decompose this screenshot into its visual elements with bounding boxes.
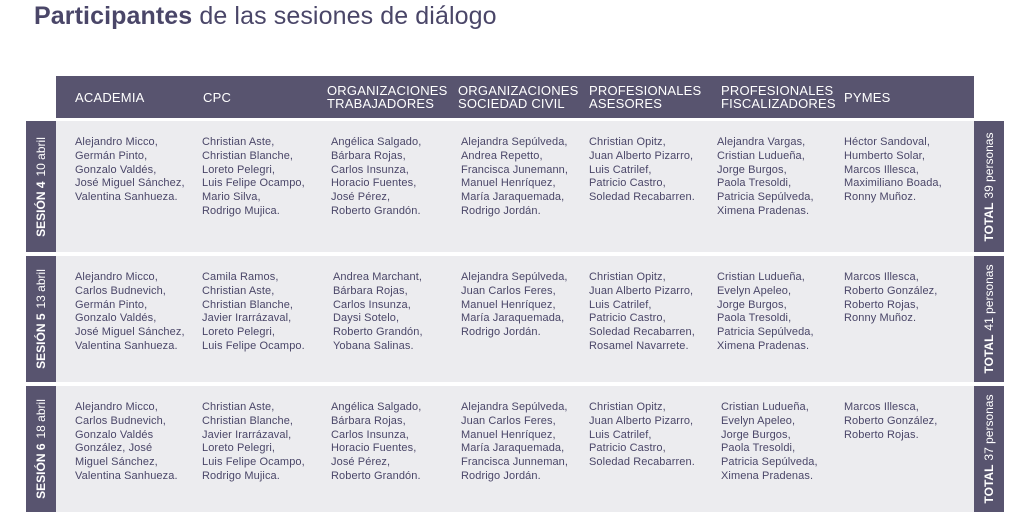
participant-name: Christian Blanche, [202, 149, 294, 162]
participant-name: Yobana Salinas. [333, 339, 414, 352]
participant-name: Ximena Pradenas. [721, 469, 814, 482]
participant-name: Juan Alberto Pizarro, [589, 149, 694, 162]
participant-name: Christian Blanche, [202, 414, 294, 427]
session-label [26, 121, 56, 252]
column-header-line: ORGANIZACIONES [327, 83, 448, 98]
participant-name: Manuel Henríquez, [461, 428, 556, 441]
participant-name: María Jaraquemada, [461, 312, 565, 325]
total-title: TOTAL [982, 334, 996, 374]
column-header [75, 76, 145, 118]
participant-name: Carlos Insunza, [333, 298, 411, 311]
participant-cell [202, 271, 305, 354]
column-header [203, 76, 231, 118]
total-label [974, 256, 1004, 382]
session-name: SESIÓN 4 [34, 181, 48, 237]
participant-cell [589, 401, 695, 470]
column-header [327, 76, 448, 118]
participant-cell [75, 401, 178, 484]
participant-name: Cristian Ludueña, [717, 271, 805, 283]
participant-name: Camila Ramos, [202, 271, 279, 283]
participant-name: Luis Catrilef, [589, 298, 652, 311]
participant-name: Loreto Pelegri, [202, 163, 276, 176]
participant-name: Carlos Insunza, [331, 163, 409, 176]
column-header-line: PROFESIONALES [589, 83, 702, 98]
participant-name: Francisca Junneman, [461, 456, 569, 469]
participant-name: Mario Silva, [202, 191, 261, 204]
participant-name: Valentina Sanhueza. [75, 469, 178, 482]
total-label [974, 386, 1004, 512]
session-label [26, 256, 56, 382]
participant-name: Luis Felipe Ocampo, [202, 177, 305, 190]
participant-name: Loreto Pelegri, [202, 326, 276, 339]
participant-name: Christian Opitz, [589, 401, 666, 413]
participant-name: Roberto Grandón. [331, 469, 421, 482]
participant-cell [75, 136, 185, 205]
column-header-line: CPC [203, 89, 232, 105]
participant-name: Patricia Sepúlveda, [721, 456, 818, 469]
participant-name: Ronny Muñoz. [844, 191, 917, 204]
session-name: SESIÓN 6 [34, 443, 48, 499]
total-count: 39 personas [982, 132, 996, 199]
participant-name: Paola Tresoldi, [717, 312, 792, 325]
participant-name: Christian Aste, [202, 284, 275, 297]
participant-name: Soledad Recabarren. [589, 456, 695, 469]
participant-name: Roberto González, [844, 284, 938, 297]
participant-name: Juan Alberto Pizarro, [589, 284, 694, 297]
participant-name: Evelyn Apeleo, [717, 284, 792, 297]
title-rest: de las sesiones de diálogo [192, 2, 497, 30]
title-bold: Participantes [34, 2, 193, 30]
participant-cell [721, 401, 818, 484]
column-header-line: PYMES [844, 89, 891, 105]
total-title: TOTAL [982, 202, 996, 241]
participant-name: Maximiliano Boada, [844, 177, 942, 190]
participant-name: Patricia Sepúlveda, [717, 191, 814, 204]
participant-name: Patricio Castro, [589, 177, 666, 190]
participant-name: Ronny Muñoz. [844, 312, 917, 325]
column-header-line: ACADEMIA [75, 89, 145, 105]
participant-name: Alejandra Vargas, [717, 136, 806, 148]
participant-name: Marcos Illesca, [844, 163, 919, 176]
participant-name: Alejandra Sepúlveda, [461, 401, 568, 413]
participant-name: Manuel Henríquez, [461, 177, 556, 190]
column-header-line: PROFESIONALES [721, 83, 834, 98]
participant-name: Paola Tresoldi, [717, 177, 792, 190]
participant-name: Alejandra Sepúlveda, [461, 136, 568, 148]
participant-name: Marcos Illesca, [844, 401, 919, 413]
session-row [26, 121, 1004, 252]
participant-name: María Jaraquemada, [461, 442, 565, 455]
participant-name: Javier Irarrázaval, [202, 312, 292, 325]
participant-name: Cristian Ludueña, [721, 401, 809, 413]
participant-name: Héctor Sandoval, [844, 136, 930, 148]
participant-cell [461, 271, 568, 340]
participant-name: Rodrigo Mujica. [202, 204, 280, 217]
participant-cell [75, 271, 185, 354]
session-date: 18 abril [34, 399, 48, 439]
participant-cell [589, 271, 695, 354]
participant-name: Jorge Burgos, [717, 298, 787, 311]
column-header [589, 76, 701, 118]
participant-name: Loreto Pelegri, [202, 442, 276, 455]
participant-name: Andrea Repetto, [461, 149, 543, 162]
participant-name: Rosamel Navarrete. [589, 339, 689, 352]
participant-name: Patricio Castro, [589, 312, 666, 325]
participant-name: Roberto Grandón, [333, 326, 423, 339]
participant-name: Miguel Sánchez, [75, 456, 158, 469]
participant-cell [844, 271, 937, 326]
participant-name: Valentina Sanhueza. [75, 191, 178, 204]
participant-name: Christian Opitz, [589, 271, 666, 283]
total-title: TOTAL [982, 464, 996, 504]
participant-name: Christian Opitz, [589, 136, 666, 148]
participant-cell [331, 401, 421, 484]
participant-name: Bárbara Rojas, [333, 284, 408, 297]
participant-name: Juan Carlos Feres, [461, 414, 556, 427]
total-count: 41 personas [982, 264, 996, 331]
participant-name: Andrea Marchant, [333, 271, 423, 283]
table-header [56, 76, 974, 118]
participant-name: Gonzalo Valdés, [75, 163, 157, 176]
participant-name: Germán Pinto, [75, 298, 148, 311]
participant-name: Rodrigo Jordán. [461, 204, 541, 217]
participant-cell [461, 136, 568, 219]
participant-cell [461, 401, 568, 484]
session-row [26, 256, 1004, 382]
participant-name: Jorge Burgos, [717, 163, 787, 176]
participant-name: Gonzalo Valdés [75, 428, 154, 441]
participant-cell [333, 271, 423, 354]
participant-name: Horacio Fuentes, [331, 442, 417, 455]
column-header-line: TRABAJADORES [327, 96, 435, 111]
participant-name: Jorge Burgos, [721, 428, 791, 441]
participant-cell [717, 136, 814, 219]
participant-name: José Pérez, [331, 456, 391, 469]
participant-name: Alejandro Micco, [75, 136, 158, 148]
participant-cell [717, 271, 814, 354]
participant-name: Bárbara Rojas, [331, 149, 406, 162]
participant-name: Ximena Pradenas. [717, 204, 810, 217]
participant-name: José Miguel Sánchez, [75, 177, 185, 190]
session-row [26, 386, 1004, 512]
participant-name: Paola Tresoldi, [721, 442, 796, 455]
participant-name: Angélica Salgado, [331, 136, 422, 148]
participant-name: Horacio Fuentes, [331, 177, 417, 190]
participant-name: Christian Aste, [202, 136, 275, 148]
participant-name: Roberto Rojas, [844, 298, 919, 311]
participant-name: Soledad Recabarren. [589, 191, 695, 204]
column-header-line: SOCIEDAD CIVIL [458, 96, 565, 111]
participant-name: Gonzalo Valdés, [75, 312, 157, 325]
participant-cell [844, 136, 942, 205]
participant-name: González, José [75, 442, 153, 455]
participant-cell [589, 136, 695, 205]
participant-name: Alejandro Micco, [75, 271, 158, 283]
participant-name: Javier Irarrázaval, [202, 428, 292, 441]
participant-cell [202, 136, 305, 219]
participant-name: Germán Pinto, [75, 149, 148, 162]
participant-name: Ximena Pradenas. [717, 339, 810, 352]
participant-name: Juan Alberto Pizarro, [589, 414, 694, 427]
column-header-line: ASESORES [589, 96, 663, 111]
participant-cell [202, 401, 305, 484]
participant-name: Cristian Ludueña, [717, 149, 805, 162]
participant-name: Marcos Illesca, [844, 271, 919, 283]
column-header [458, 76, 579, 118]
participant-name: Carlos Insunza, [331, 428, 409, 441]
participant-name: Alejandro Micco, [75, 401, 158, 413]
total-count: 37 personas [982, 394, 996, 461]
participant-name: Juan Carlos Feres, [461, 284, 556, 297]
participant-name: José Miguel Sánchez, [75, 326, 185, 339]
participant-name: Humberto Solar, [844, 149, 925, 162]
session-date: 13 abril [34, 269, 48, 309]
session-label [26, 386, 56, 512]
participant-name: Luis Catrilef, [589, 428, 652, 441]
column-header-line: ORGANIZACIONES [458, 83, 579, 98]
participant-name: Carlos Budnevich, [75, 284, 166, 297]
participant-cell [844, 401, 937, 442]
participant-name: Patricia Sepúlveda, [717, 326, 814, 339]
total-label [974, 121, 1004, 252]
participant-name: Rodrigo Jordán. [461, 469, 541, 482]
participant-name: Angélica Salgado, [331, 401, 422, 413]
participant-name: Luis Catrilef, [589, 163, 652, 176]
participant-name: Francisca Junemann, [461, 163, 569, 176]
participant-name: Daysi Sotelo, [333, 312, 400, 325]
participant-name: Soledad Recabarren, [589, 326, 695, 339]
participant-name: Christian Blanche, [202, 298, 294, 311]
participant-name: Bárbara Rojas, [331, 414, 406, 427]
participant-name: Evelyn Apeleo, [721, 414, 796, 427]
participant-name: Roberto Grandón. [331, 204, 421, 217]
participant-name: Alejandra Sepúlveda, [461, 271, 568, 283]
participant-cell [331, 136, 421, 219]
participant-name: Roberto González, [844, 414, 938, 427]
participant-name: Luis Felipe Ocampo, [202, 456, 305, 469]
participant-name: Manuel Henríquez, [461, 298, 556, 311]
participant-name: Christian Aste, [202, 401, 275, 413]
column-header [721, 76, 836, 118]
session-name: SESIÓN 5 [34, 313, 48, 369]
participant-name: Valentina Sanhueza. [75, 339, 178, 352]
participant-name: Rodrigo Mujica. [202, 469, 280, 482]
participant-name: Rodrigo Jordán. [461, 326, 541, 339]
participant-name: Roberto Rojas. [844, 428, 919, 441]
participant-name: Patricio Castro, [589, 442, 666, 455]
participant-name: Luis Felipe Ocampo. [202, 339, 305, 352]
page-title [34, 2, 497, 31]
column-header [844, 76, 891, 118]
participant-name: José Pérez, [331, 191, 391, 204]
participant-name: Carlos Budnevich, [75, 414, 166, 427]
column-header-line: FISCALIZADORES [721, 96, 836, 111]
session-date: 10 abril [34, 136, 48, 176]
participant-name: María Jaraquemada, [461, 191, 565, 204]
